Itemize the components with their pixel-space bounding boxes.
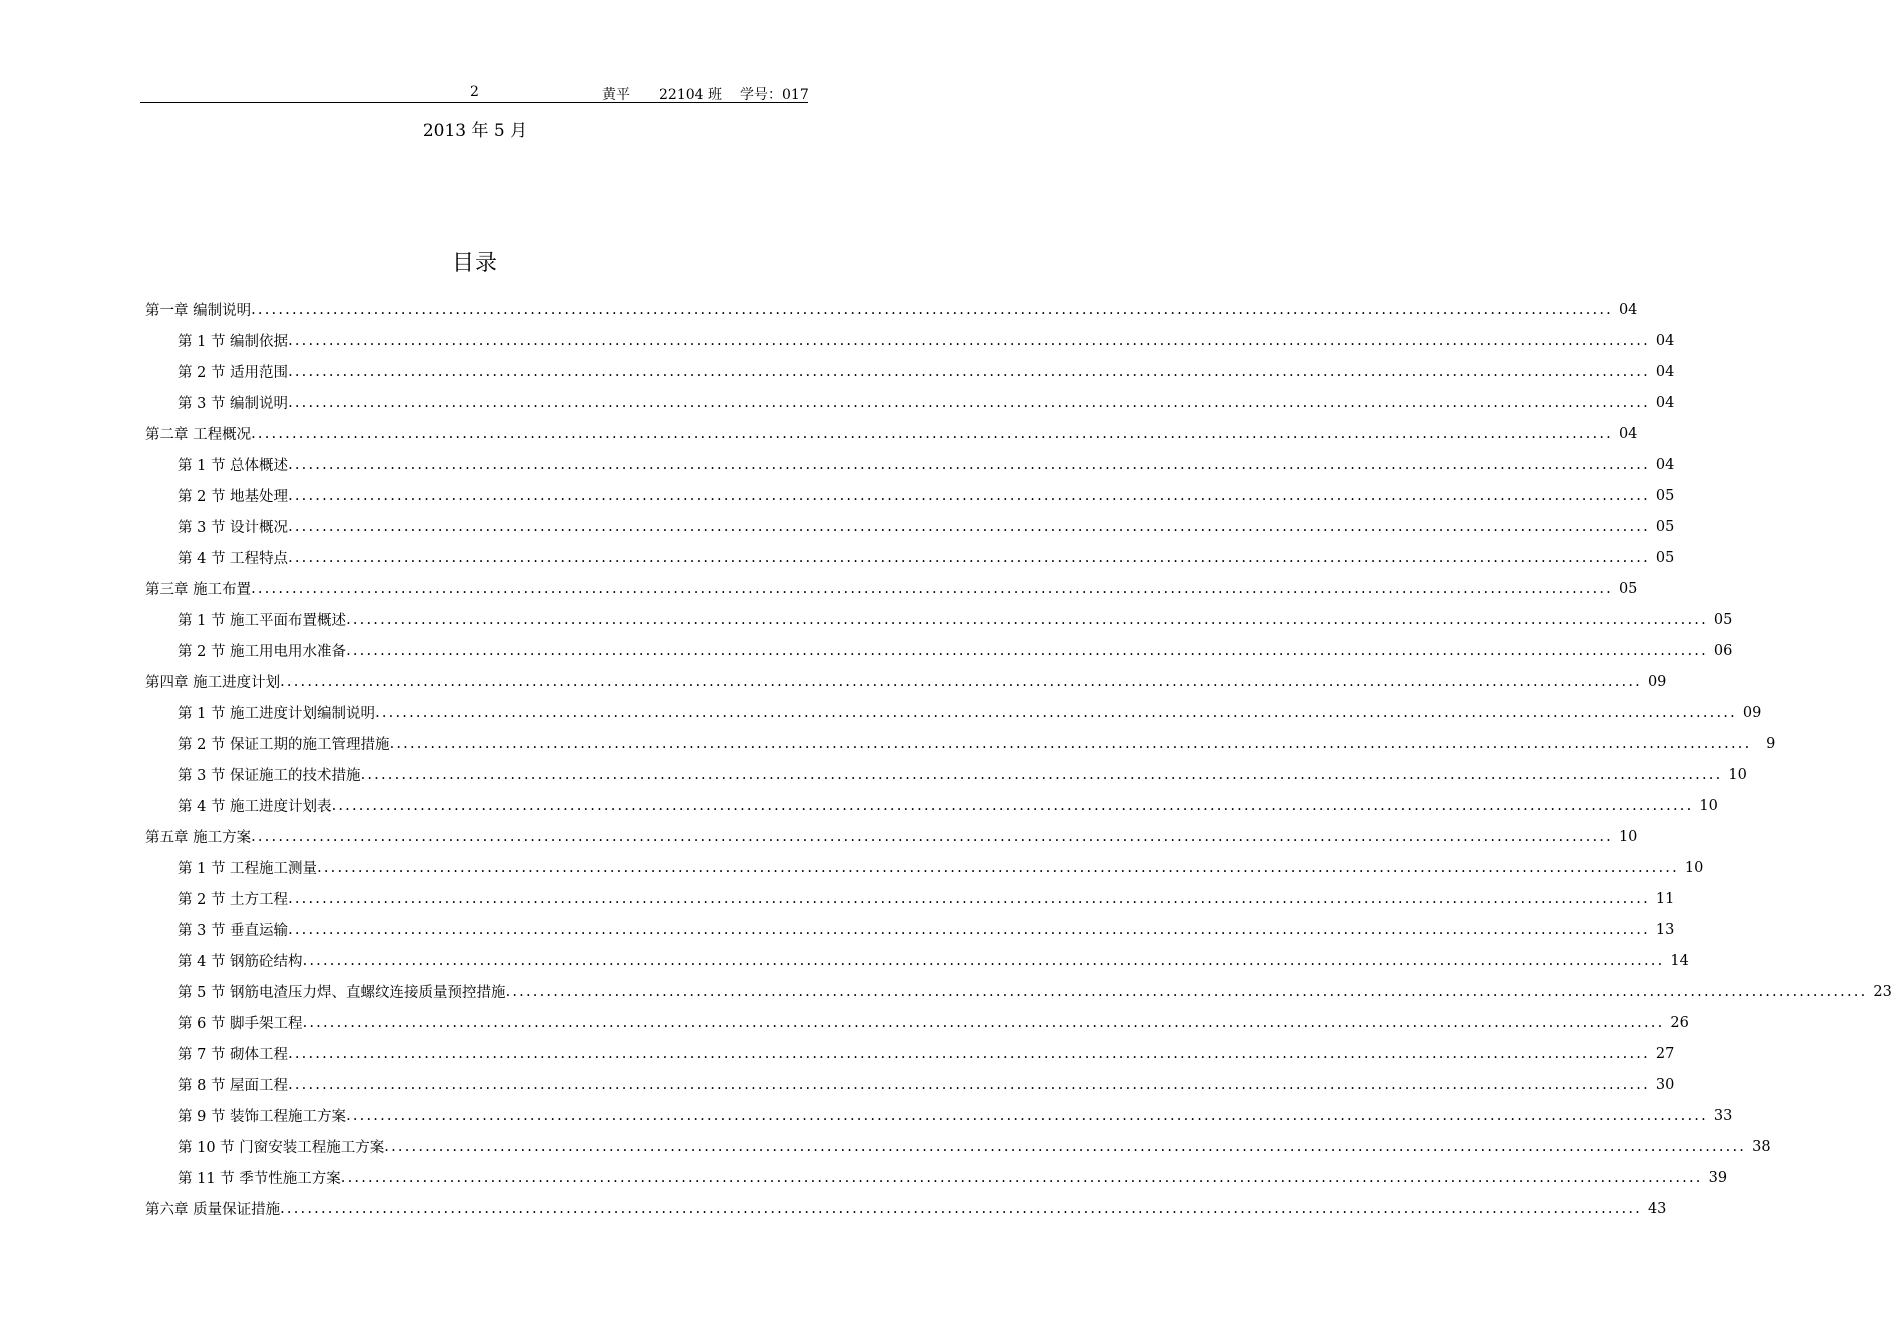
toc-page-number: 38 (1752, 1138, 1771, 1155)
header-class: 22104 班 (659, 87, 722, 103)
toc-dot-leader: ........................................................................................................................................................................................................ (280, 673, 1642, 690)
toc-entry-label: 第 4 节 工程特点 (178, 551, 289, 567)
toc-section-entry[interactable] (145, 635, 1733, 666)
toc-entry-label: 第 2 节 适用范围 (178, 365, 289, 381)
toc-section-entry[interactable] (145, 852, 1704, 883)
toc-page-number: 04 (1655, 394, 1675, 411)
toc-entry-label: 第六章 质量保证措施 (145, 1202, 281, 1218)
toc-section-entry[interactable] (145, 883, 1675, 914)
toc-dot-leader: ........................................................................................................................................................................................................ (302, 952, 1665, 969)
toc-entry-label: 第 2 节 保证工期的施工管理措施 (178, 737, 390, 753)
toc-section-entry[interactable] (145, 1038, 1675, 1069)
toc-dot-leader: ........................................................................................................................................................................................................ (288, 1045, 1650, 1062)
toc-page-number: 06 (1713, 642, 1733, 659)
toc-entry-label: 第 4 节 施工进度计划表 (178, 799, 332, 815)
toc-page-number: 05 (1655, 549, 1675, 566)
toc-entry-label: 第 3 节 保证施工的技术措施 (178, 768, 361, 784)
toc-page-number: 9 (1766, 735, 1776, 752)
toc-section-entry[interactable] (145, 1131, 1771, 1162)
toc-section-entry[interactable] (145, 945, 1689, 976)
table-of-contents (145, 294, 1892, 1224)
toc-section-entry[interactable] (145, 976, 1892, 1007)
toc-section-entry[interactable] (145, 480, 1675, 511)
toc-page-number: 14 (1670, 952, 1689, 969)
toc-chapter-entry[interactable] (145, 1193, 1667, 1224)
toc-dot-leader: ........................................................................................................................................................................................................ (251, 580, 1613, 597)
toc-entry-label: 第 9 节 装饰工程施工方案 (178, 1109, 347, 1125)
toc-dot-leader: ........................................................................................................................................................................................................ (251, 828, 1613, 845)
toc-dot-leader: ........................................................................................................................................................................................................ (346, 611, 1708, 628)
toc-dot-leader: ........................................................................................................................................................................................................ (340, 1169, 1703, 1186)
toc-entry-label: 第 2 节 地基处理 (178, 489, 289, 505)
toc-page-number: 04 (1618, 301, 1638, 318)
toc-entry-label: 第 2 节 土方工程 (178, 892, 289, 908)
toc-chapter-entry[interactable] (145, 573, 1638, 604)
toc-chapter-entry[interactable] (145, 666, 1667, 697)
toc-section-entry[interactable] (145, 1007, 1689, 1038)
toc-section-entry[interactable] (145, 790, 1718, 821)
toc-dot-leader: ........................................................................................................................................................................................................ (288, 456, 1650, 473)
document-date: 2013 年 5 月 (422, 121, 528, 141)
toc-entry-label: 第 1 节 编制依据 (178, 334, 289, 350)
toc-dot-leader: ........................................................................................................................................................................................................ (389, 735, 1752, 752)
toc-dot-leader: ........................................................................................................................................................................................................ (251, 301, 1613, 318)
toc-entry-label: 第五章 施工方案 (145, 830, 252, 846)
toc-entry-label: 第三章 施工布置 (145, 582, 252, 598)
toc-section-entry[interactable] (145, 542, 1675, 573)
toc-entry-label: 第 1 节 施工进度计划编制说明 (178, 706, 376, 722)
toc-entry-label: 第一章 编制说明 (145, 303, 252, 319)
toc-entry-label: 第 4 节 钢筋砼结构 (178, 954, 303, 970)
toc-page-number: 26 (1670, 1014, 1689, 1031)
toc-page-number: 30 (1655, 1076, 1675, 1093)
toc-page-number: 11 (1655, 890, 1675, 907)
toc-section-entry[interactable] (145, 356, 1675, 387)
toc-page-number: 27 (1655, 1045, 1675, 1062)
toc-section-entry[interactable] (145, 759, 1747, 790)
toc-section-entry[interactable] (145, 1100, 1733, 1131)
toc-entry-label: 第 6 节 脚手架工程 (178, 1016, 303, 1032)
toc-page-number: 39 (1708, 1169, 1728, 1186)
toc-section-entry[interactable] (145, 387, 1675, 418)
toc-page-number: 10 (1684, 859, 1704, 876)
toc-entry-label: 第 8 节 屋面工程 (178, 1078, 289, 1094)
toc-dot-leader: ........................................................................................................................................................................................................ (302, 1014, 1665, 1031)
toc-page-number: 05 (1655, 487, 1675, 504)
toc-dot-leader: ........................................................................................................................................................................................................ (288, 363, 1650, 380)
toc-page-number: 05 (1713, 611, 1733, 628)
toc-dot-leader: ........................................................................................................................................................................................................ (346, 642, 1708, 659)
toc-page-number: 23 (1873, 983, 1892, 1000)
toc-section-entry[interactable] (145, 914, 1675, 945)
toc-page-number: 09 (1647, 673, 1667, 690)
toc-dot-leader: ........................................................................................................................................................................................................ (375, 704, 1737, 721)
toc-chapter-entry[interactable] (145, 418, 1638, 449)
toc-page-number: 10 (1728, 766, 1747, 783)
toc-dot-leader: ........................................................................................................................................................................................................ (280, 1200, 1642, 1217)
toc-page-number: 43 (1647, 1200, 1667, 1217)
toc-dot-leader: ........................................................................................................................................................................................................ (288, 1076, 1650, 1093)
toc-dot-leader: ........................................................................................................................................................................................................ (384, 1138, 1747, 1155)
header-page-number: 2 (470, 84, 479, 100)
toc-dot-leader: ........................................................................................................................................................................................................ (288, 332, 1650, 349)
toc-page-number: 05 (1655, 518, 1675, 535)
toc-entry-label: 第 3 节 设计概况 (178, 520, 289, 536)
toc-section-entry[interactable] (145, 1069, 1675, 1100)
toc-page-number: 13 (1655, 921, 1675, 938)
toc-entry-label: 第 3 节 垂直运输 (178, 923, 289, 939)
toc-dot-leader: ........................................................................................................................................................................................................ (288, 487, 1650, 504)
toc-section-entry[interactable] (145, 697, 1762, 728)
toc-section-entry[interactable] (145, 325, 1675, 356)
toc-entry-label: 第 1 节 工程施工测量 (178, 861, 318, 877)
toc-chapter-entry[interactable] (145, 294, 1638, 325)
toc-entry-label: 第 2 节 施工用电用水准备 (178, 644, 347, 660)
toc-dot-leader: ........................................................................................................................................................................................................ (288, 394, 1650, 411)
toc-dot-leader: ........................................................................................................................................................................................................ (251, 425, 1613, 442)
toc-dot-leader: ........................................................................................................................................................................................................ (288, 921, 1650, 938)
toc-page-number: 04 (1655, 363, 1675, 380)
toc-dot-leader: ........................................................................................................................................................................................................ (331, 797, 1694, 814)
toc-dot-leader: ........................................................................................................................................................................................................ (288, 518, 1650, 535)
toc-section-entry[interactable] (145, 604, 1733, 635)
header-student-id: 学号：017 (740, 87, 809, 103)
toc-page-number: 10 (1699, 797, 1718, 814)
toc-entry-label: 第 1 节 施工平面布置概述 (178, 613, 347, 629)
toc-dot-leader: ........................................................................................................................................................................................................ (317, 859, 1679, 876)
toc-dot-leader: ........................................................................................................................................................................................................ (288, 890, 1650, 907)
toc-section-entry[interactable] (145, 511, 1675, 542)
page-header (140, 82, 808, 103)
toc-dot-leader: ........................................................................................................................................................................................................ (288, 549, 1650, 566)
toc-page-number: 04 (1655, 332, 1675, 349)
toc-entry-label: 第 3 节 编制说明 (178, 396, 289, 412)
header-author-name: 黄平 (602, 87, 630, 103)
toc-dot-leader: ........................................................................................................................................................................................................ (360, 766, 1723, 783)
toc-page-number: 09 (1742, 704, 1762, 721)
toc-page-number: 04 (1618, 425, 1638, 442)
toc-chapter-entry[interactable] (145, 821, 1638, 852)
toc-entry-label: 第 5 节 钢筋电渣压力焊、直螺纹连接质量预控措施 (178, 985, 506, 1001)
toc-page-number: 10 (1618, 828, 1638, 845)
toc-section-entry[interactable] (145, 1162, 1728, 1193)
toc-page-number: 33 (1713, 1107, 1733, 1124)
toc-entry-label: 第 11 节 季节性施工方案 (178, 1171, 341, 1187)
toc-dot-leader: ........................................................................................................................................................................................................ (346, 1107, 1708, 1124)
toc-title: 目录 (451, 251, 498, 276)
toc-dot-leader: ........................................................................................................................................................................................................ (505, 983, 1868, 1000)
toc-entry-label: 第 7 节 砌体工程 (178, 1047, 289, 1063)
toc-entry-label: 第 10 节 门窗安装工程施工方案 (178, 1140, 385, 1156)
toc-entry-label: 第二章 工程概况 (145, 427, 252, 443)
toc-entry-label: 第四章 施工进度计划 (145, 675, 281, 691)
toc-section-entry[interactable] (145, 728, 1776, 759)
toc-page-number: 05 (1618, 580, 1638, 597)
toc-section-entry[interactable] (145, 449, 1675, 480)
toc-entry-label: 第 1 节 总体概述 (178, 458, 289, 474)
toc-page-number: 04 (1655, 456, 1675, 473)
